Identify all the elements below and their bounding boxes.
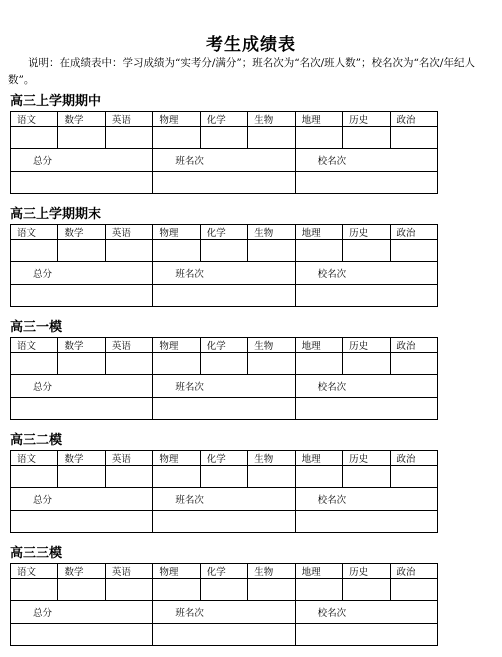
subject-header: 化学: [200, 564, 247, 579]
summary-entry-row: [11, 172, 438, 194]
subject-header: 地理: [295, 338, 342, 353]
summary-cell[interactable]: [295, 172, 437, 194]
score-cell[interactable]: [200, 127, 247, 149]
subject-header: 地理: [295, 112, 342, 127]
summary-cell[interactable]: [153, 172, 295, 194]
score-cell[interactable]: [343, 353, 390, 375]
score-cell[interactable]: [248, 466, 295, 488]
score-cell[interactable]: [153, 466, 200, 488]
subject-header: 生物: [248, 451, 295, 466]
score-cell[interactable]: [200, 240, 247, 262]
subject-header: 生物: [248, 564, 295, 579]
summary-label: 校名次: [295, 488, 437, 511]
subject-header: 化学: [200, 112, 247, 127]
subject-header: 英语: [105, 225, 152, 240]
summary-cell[interactable]: [11, 398, 153, 420]
section-title: 高三上学期期末: [10, 207, 102, 222]
section-title: 高三三模: [10, 546, 63, 561]
score-cell[interactable]: [200, 466, 247, 488]
subject-header: 语文: [11, 451, 58, 466]
subject-header: 历史: [343, 338, 390, 353]
subject-header-row: [11, 225, 438, 240]
summary-entry-row: [11, 398, 438, 420]
summary-label: 校名次: [295, 262, 437, 285]
subject-header: 政治: [390, 451, 437, 466]
score-section: [10, 206, 437, 307]
subject-header-row: [11, 451, 438, 466]
score-cell[interactable]: [105, 579, 152, 601]
summary-entry-row: [11, 511, 438, 533]
subject-header: 物理: [153, 338, 200, 353]
score-cell[interactable]: [200, 579, 247, 601]
subject-header: 地理: [295, 225, 342, 240]
summary-cell[interactable]: [11, 172, 153, 194]
summary-cell[interactable]: [11, 285, 153, 307]
subject-header: 生物: [248, 338, 295, 353]
subject-header-row: [11, 564, 438, 579]
subject-header: 数学: [58, 338, 105, 353]
summary-cell[interactable]: [153, 285, 295, 307]
score-cell[interactable]: [295, 579, 342, 601]
score-cell[interactable]: [295, 127, 342, 149]
instructions-note: 说明：在成绩表中：学习成绩为“实考分/满分”；班名次为“名次/班人数”；校名次为“名次/年纪人数”。: [8, 57, 475, 86]
subject-header: 数学: [58, 225, 105, 240]
score-cell[interactable]: [11, 579, 58, 601]
score-cell[interactable]: [153, 240, 200, 262]
subject-header: 生物: [248, 112, 295, 127]
subject-header: 政治: [390, 112, 437, 127]
summary-cell[interactable]: [153, 398, 295, 420]
subject-header-row: [11, 112, 438, 127]
score-cell[interactable]: [11, 127, 58, 149]
score-section: [10, 432, 437, 533]
subject-header: 数学: [58, 451, 105, 466]
summary-label: 校名次: [295, 375, 437, 398]
score-section: [10, 319, 437, 420]
score-section: [10, 545, 437, 646]
score-cell[interactable]: [153, 127, 200, 149]
subject-header: 语文: [11, 112, 58, 127]
subject-header: 英语: [105, 338, 152, 353]
score-entry-row: [11, 579, 438, 601]
subject-header: 英语: [105, 112, 152, 127]
summary-label: 班名次: [153, 601, 295, 624]
summary-label: 总分: [11, 488, 153, 511]
subject-header: 物理: [153, 564, 200, 579]
summary-label: 总分: [11, 262, 153, 285]
summary-cell[interactable]: [295, 511, 437, 533]
score-cell[interactable]: [153, 353, 200, 375]
score-cell[interactable]: [390, 579, 437, 601]
subject-header-row: [11, 338, 438, 353]
subject-header: 历史: [343, 225, 390, 240]
subject-header: 化学: [200, 225, 247, 240]
score-cell[interactable]: [58, 579, 105, 601]
subject-header: 生物: [248, 225, 295, 240]
summary-header-row: [11, 262, 438, 285]
subject-header: 数学: [58, 112, 105, 127]
page-title: 考生成绩表: [206, 35, 296, 55]
score-cell[interactable]: [58, 240, 105, 262]
score-table: [10, 563, 438, 646]
score-cell[interactable]: [248, 127, 295, 149]
score-section: [10, 93, 437, 194]
score-cell[interactable]: [390, 353, 437, 375]
score-cell[interactable]: [105, 466, 152, 488]
section-title: 高三一模: [10, 320, 63, 335]
score-entry-row: [11, 127, 438, 149]
summary-entry-row: [11, 624, 438, 646]
subject-header: 语文: [11, 338, 58, 353]
score-cell[interactable]: [105, 240, 152, 262]
subject-header: 历史: [343, 564, 390, 579]
score-cell[interactable]: [58, 466, 105, 488]
score-cell[interactable]: [105, 127, 152, 149]
score-cell[interactable]: [295, 353, 342, 375]
score-cell[interactable]: [11, 353, 58, 375]
summary-label: 班名次: [153, 262, 295, 285]
score-cell[interactable]: [105, 353, 152, 375]
subject-header: 历史: [343, 112, 390, 127]
score-cell[interactable]: [248, 240, 295, 262]
score-cell[interactable]: [390, 240, 437, 262]
subject-header: 语文: [11, 564, 58, 579]
subject-header: 物理: [153, 451, 200, 466]
summary-label: 班名次: [153, 149, 295, 172]
score-entry-row: [11, 353, 438, 375]
subject-header: 化学: [200, 451, 247, 466]
subject-header: 物理: [153, 225, 200, 240]
summary-header-row: [11, 149, 438, 172]
subject-header: 语文: [11, 225, 58, 240]
subject-header: 政治: [390, 564, 437, 579]
summary-header-row: [11, 488, 438, 511]
summary-cell[interactable]: [295, 285, 437, 307]
subject-header: 历史: [343, 451, 390, 466]
subject-header: 地理: [295, 564, 342, 579]
subject-header: 政治: [390, 338, 437, 353]
summary-label: 班名次: [153, 488, 295, 511]
score-cell[interactable]: [343, 240, 390, 262]
score-cell[interactable]: [11, 466, 58, 488]
score-cell[interactable]: [343, 466, 390, 488]
summary-label: 总分: [11, 149, 153, 172]
summary-cell[interactable]: [11, 624, 153, 646]
subject-header: 英语: [105, 451, 152, 466]
score-cell[interactable]: [11, 240, 58, 262]
subject-header: 物理: [153, 112, 200, 127]
score-cell[interactable]: [58, 353, 105, 375]
score-entry-row: [11, 466, 438, 488]
score-table: [10, 450, 438, 533]
summary-cell[interactable]: [153, 511, 295, 533]
subject-header: 数学: [58, 564, 105, 579]
summary-cell[interactable]: [153, 624, 295, 646]
section-title: 高三上学期期中: [10, 94, 102, 109]
section-title: 高三二模: [10, 433, 63, 448]
summary-cell[interactable]: [295, 624, 437, 646]
score-table: [10, 337, 438, 420]
summary-label: 校名次: [295, 149, 437, 172]
score-cell[interactable]: [295, 466, 342, 488]
subject-header: 政治: [390, 225, 437, 240]
score-cell[interactable]: [58, 127, 105, 149]
summary-header-row: [11, 601, 438, 624]
score-cell[interactable]: [295, 240, 342, 262]
score-cell[interactable]: [343, 579, 390, 601]
score-cell[interactable]: [248, 353, 295, 375]
score-cell[interactable]: [248, 579, 295, 601]
subject-header: 化学: [200, 338, 247, 353]
subject-header: 地理: [295, 451, 342, 466]
score-cell[interactable]: [153, 579, 200, 601]
summary-header-row: [11, 375, 438, 398]
summary-cell[interactable]: [295, 398, 437, 420]
summary-label: 总分: [11, 601, 153, 624]
score-table: [10, 224, 438, 307]
summary-label: 班名次: [153, 375, 295, 398]
summary-entry-row: [11, 285, 438, 307]
summary-label: 校名次: [295, 601, 437, 624]
score-entry-row: [11, 240, 438, 262]
score-cell[interactable]: [343, 127, 390, 149]
summary-cell[interactable]: [11, 511, 153, 533]
summary-label: 总分: [11, 375, 153, 398]
score-table: [10, 111, 438, 194]
subject-header: 英语: [105, 564, 152, 579]
score-cell[interactable]: [200, 353, 247, 375]
score-cell[interactable]: [390, 127, 437, 149]
score-cell[interactable]: [390, 466, 437, 488]
